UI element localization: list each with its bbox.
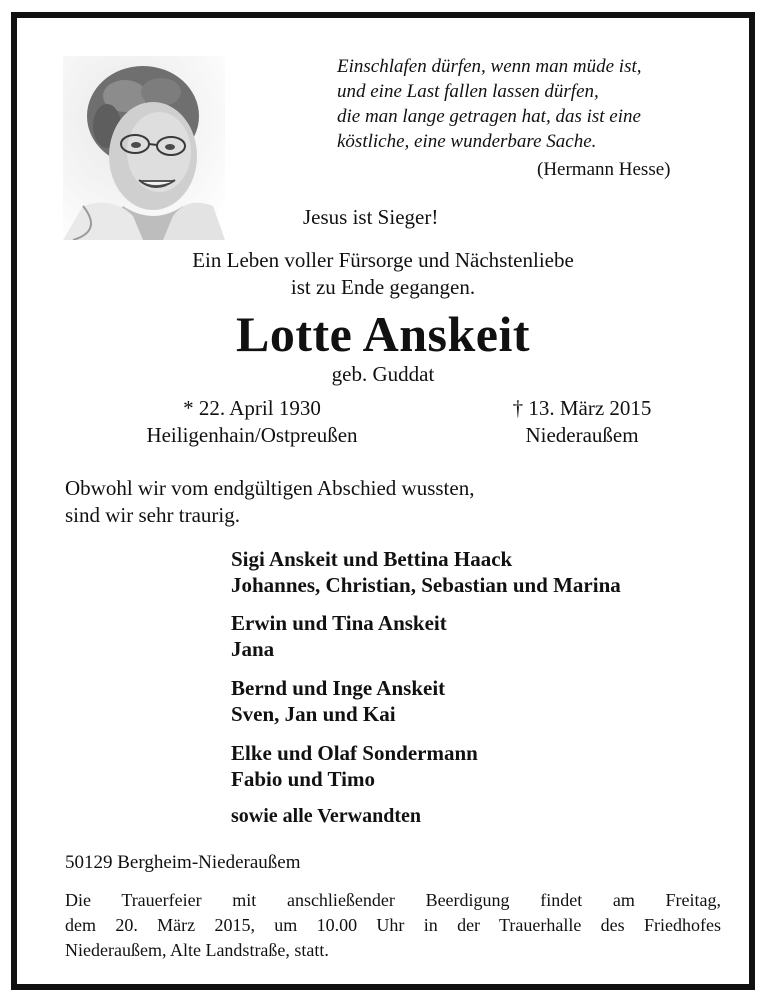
funeral-line-3: Niederaußem, Alte Landstraße, statt.: [65, 940, 329, 960]
birth-date: * 22. April 1930: [183, 396, 321, 420]
funeral-line-1: Die Trauerfeier mit anschließender Beerdigung findet am Freitag,: [65, 890, 721, 910]
birth-place: Heiligenhain/Ostpreußen: [146, 423, 358, 447]
mourner-group-4-line-2: Fabio und Timo: [231, 767, 375, 791]
mourner-group-2-line-1: Erwin und Tina Anskeit: [231, 611, 447, 635]
quote-line-3: die man lange getragen hat, das ist eine: [337, 106, 641, 127]
message-line-2: sind wir sehr traurig.: [65, 503, 240, 527]
obituary-notice: [11, 12, 755, 990]
mourner-group-3-line-2: Sven, Jan und Kai: [231, 702, 396, 726]
mourner-group-2-line-2: Jana: [231, 637, 275, 661]
mourner-group-1-line-1: Sigi Anskeit und Bettina Haack: [231, 547, 513, 571]
relatives-line: sowie alle Verwandten: [231, 805, 421, 827]
intro-line-1: Ein Leben voller Fürsorge und Nächstenliebe: [192, 248, 574, 272]
portrait-photo: [63, 56, 225, 240]
deceased-name: Lotte Anskeit: [236, 306, 530, 362]
quote-line-1: Einschlafen dürfen, wenn man müde ist,: [337, 56, 642, 77]
mourner-group-3-line-1: Bernd und Inge Anskeit: [231, 676, 446, 700]
intro-line-2: ist zu Ende gegangen.: [290, 275, 476, 299]
quote-line-4: köstliche, eine wunderbare Sache.: [337, 131, 597, 152]
message-line-1: Obwohl wir vom endgültigen Abschied wussten,: [65, 476, 475, 500]
death-date: † 13. März 2015: [512, 396, 652, 420]
address: 50129 Bergheim-Niederaußem: [65, 852, 301, 873]
mourner-group-4-line-1: Elke und Olaf Sondermann: [231, 741, 478, 765]
motto: Jesus ist Sieger!: [303, 205, 439, 229]
portrait-image: [63, 56, 225, 240]
mourner-group-1-line-2: Johannes, Christian, Sebastian und Marina: [231, 573, 621, 597]
maiden-name: geb. Guddat: [331, 362, 435, 386]
funeral-line-2: dem 20. März 2015, um 10.00 Uhr in der Trauerhalle des Friedhofes: [65, 915, 721, 935]
death-place: Niederaußem: [525, 423, 639, 447]
quote-line-2: und eine Last fallen lassen dürfen,: [337, 81, 599, 102]
quote-author: (Hermann Hesse): [537, 159, 671, 180]
